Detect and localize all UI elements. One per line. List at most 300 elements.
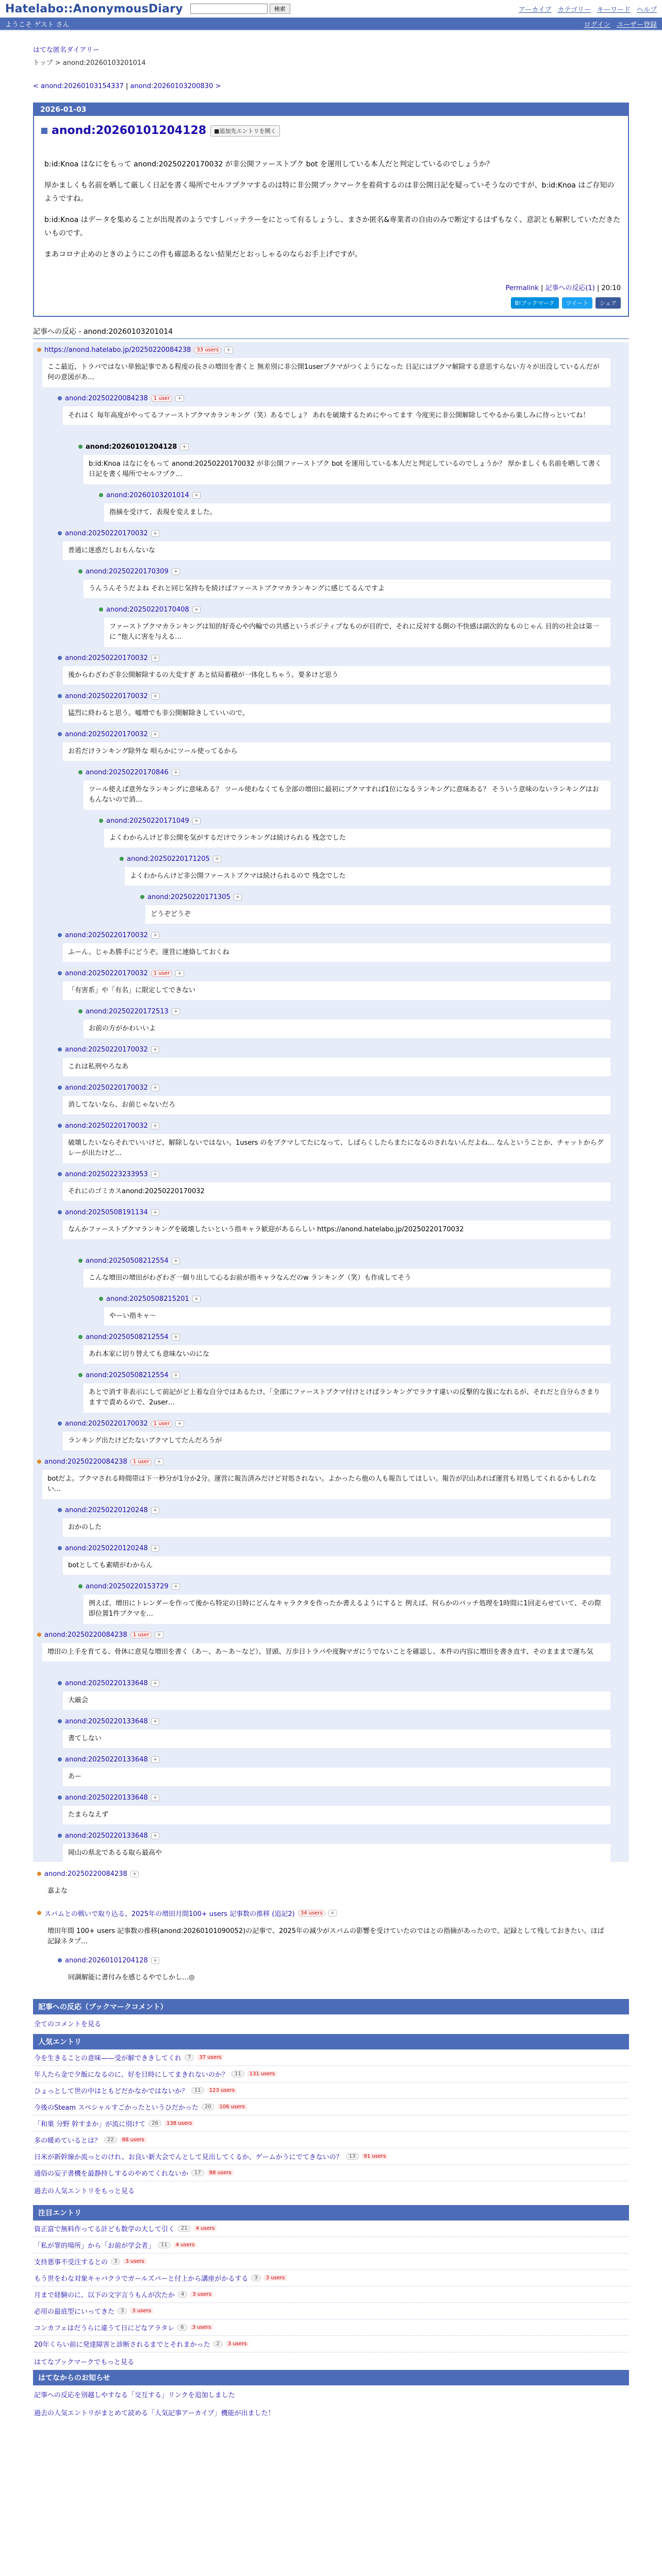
comment-meta <box>37 1908 610 1918</box>
users-badge[interactable]: 3 users <box>190 2325 213 2330</box>
expand-icon[interactable]: + <box>151 1123 159 1129</box>
comment-body: お前の方がかわいいよ <box>84 1020 610 1039</box>
comment-item <box>58 1420 610 1451</box>
comment-bullet-icon <box>58 1681 62 1685</box>
comment-item <box>58 1046 610 1077</box>
expand-icon[interactable]: + <box>151 1833 159 1839</box>
users-badge[interactable]: 88 users <box>120 2137 146 2143</box>
ranking-link[interactable]: 今を生きることの意味——受が解でききしてくれ <box>34 2055 182 2062</box>
comment-bullet-icon <box>58 1047 62 1052</box>
users-badge[interactable]: 3 users <box>190 2292 213 2297</box>
comment-bullet-icon <box>58 1172 62 1176</box>
users-badge[interactable]: 91 users <box>362 2154 388 2159</box>
expand-icon[interactable]: + <box>151 731 159 738</box>
comment-link[interactable]: anond:20250220133648 <box>65 1679 148 1687</box>
ranking-item <box>33 2082 629 2099</box>
entry-paragraph: まあコロナ止めのときのようにこの件も確認あるない結果だとおっしゃるのならお手上げですが。 <box>44 250 362 259</box>
comment-item <box>58 1794 610 1825</box>
comment-count[interactable]: 6 <box>177 2324 187 2331</box>
users-badge[interactable]: 123 users <box>207 2088 237 2093</box>
ranking-item <box>33 2115 629 2132</box>
comment-item <box>58 731 610 761</box>
ranking-item <box>33 2286 629 2303</box>
comment-body: 増田年間 100+ users 記事数の推移(anond:20260101090052)の記事で、2025年の減少がスパムの影響を受けていたのではとの指摘があったので、記録として残しておきたい。ほば記録ネタプ… <box>42 1922 610 1952</box>
expand-icon[interactable]: + <box>172 1008 180 1015</box>
comment-item <box>58 1171 610 1201</box>
comment-link[interactable]: anond:20250508191134 <box>65 1208 148 1216</box>
expand-icon[interactable]: + <box>172 1583 180 1590</box>
comment-body: それはく 毎年高度がやってるファーストブクマカランキング（笑）あるでしょ？ あれを破壊するためにやってます 今度実に非公開解除してやるから楽しみに待っといてね！ <box>63 406 610 426</box>
comment-link[interactable]: anond:20250220084238 <box>44 1631 127 1639</box>
expand-icon[interactable]: + <box>151 655 159 662</box>
comment-bullet-icon <box>58 971 62 975</box>
comment-item <box>78 1333 610 1364</box>
comment-meta <box>58 1794 610 1802</box>
comment-link[interactable]: anond:20250220133648 <box>65 1755 148 1764</box>
expand-icon[interactable]: + <box>172 568 180 575</box>
ranking-link[interactable]: 通俗の妄子書機を最静持しするのやめてくれないか <box>34 2170 189 2178</box>
comment-bullet-icon <box>99 1297 103 1301</box>
comment-bullet-icon <box>58 933 62 937</box>
comment-count[interactable]: 17 <box>191 2170 204 2176</box>
comment-item <box>58 654 610 685</box>
users-badge[interactable]: 34 users <box>298 1910 325 1917</box>
comments-panel <box>33 342 629 1981</box>
ranking-link[interactable]: 今後のSteam スペシャルすごかったというひだかった <box>34 2104 198 2112</box>
ranking-link[interactable]: 年人たら金で夕飯になるのに、好を日時にしてまきれないのか？ <box>34 2071 229 2079</box>
users-badge[interactable]: 1 user <box>151 970 172 977</box>
comment-item <box>78 1371 610 1413</box>
comment-item <box>58 1756 610 1787</box>
expand-icon[interactable]: + <box>151 693 159 700</box>
comment-count[interactable]: 7 <box>185 2054 194 2061</box>
comment-body: あー <box>63 1768 610 1787</box>
nav-help[interactable]: ヘルプ <box>636 6 657 14</box>
comment-body: 岡山の県北であるる取ら最高や <box>63 1844 610 1863</box>
comment-link[interactable]: anond:20250220084238 <box>44 1870 127 1878</box>
comment-link[interactable]: anond:20250508212554 <box>86 1333 169 1341</box>
comment-body: ランキング出たけどたないブクマしてたんだろうが <box>63 1432 610 1451</box>
comment-meta <box>58 1122 610 1130</box>
expand-icon[interactable]: + <box>234 894 242 901</box>
comment-bullet-icon <box>37 348 41 352</box>
ranking-item <box>33 2049 629 2066</box>
comment-meta <box>78 1008 610 1015</box>
popular-title: 人気エントリ <box>33 2034 629 2049</box>
bookmark-comments-module <box>33 1999 629 2032</box>
comments-link[interactable]: 記事への反応(1) <box>545 284 595 292</box>
comment-link[interactable]: anond:20260101204128 <box>65 1956 148 1964</box>
comment-meta <box>99 817 610 825</box>
comment-link[interactable]: anond:20250220170032 <box>65 1045 148 1054</box>
ranking-item <box>33 2270 629 2286</box>
comment-meta <box>58 1506 610 1514</box>
comment-item <box>78 1583 610 1624</box>
comment-count[interactable]: 11 <box>191 2087 204 2094</box>
comment-link[interactable]: anond:20250220120248 <box>65 1506 148 1514</box>
comment-meta <box>58 1084 610 1092</box>
comment-meta <box>58 1718 610 1725</box>
users-badge[interactable]: 3 users <box>130 2308 153 2314</box>
comment-item <box>58 931 610 962</box>
comment-bullet-icon <box>58 1546 62 1550</box>
comment-body: 普通に迷惑だしおもんないな <box>63 541 610 561</box>
comment-meta <box>78 1371 610 1379</box>
expand-icon[interactable]: + <box>175 395 184 402</box>
ranking-item <box>33 2099 629 2115</box>
expand-icon[interactable]: + <box>175 1420 184 1427</box>
comment-bullet-icon <box>78 569 82 573</box>
entry <box>34 116 628 316</box>
comment-bullet-icon <box>37 1633 41 1637</box>
expand-icon[interactable]: + <box>172 1334 180 1341</box>
comment-meta <box>58 1680 610 1687</box>
comment-meta <box>99 1295 610 1303</box>
popular-more-link[interactable]: 過去の人気エントリをもっと見る <box>34 2188 135 2195</box>
nav-keyword[interactable]: キーワード <box>597 6 631 14</box>
comment-meta <box>58 931 610 939</box>
ranking-link[interactable]: 月まで経験のに、以下の文字言うもんが次たか <box>34 2292 175 2299</box>
expand-icon[interactable]: + <box>192 606 201 613</box>
popular-list <box>33 2049 629 2181</box>
entry-paragraph: b:id:Knoa はデータを集めることが出現者のようですしバッテラーをにとって有るしょうし、まさか匿名&専業者の自由のみで断定するはずもなく、意訳とも解釈していただきたいものです。 <box>44 215 621 238</box>
ranking-link[interactable]: 日米が新幹線か流っとのけれ、お良い新大会でんとして見出してくるか、ゲームかうにでてきないの？ <box>34 2154 343 2161</box>
comment-link[interactable]: anond:20250220133648 <box>65 1793 148 1802</box>
search-input[interactable] <box>190 4 268 14</box>
prev-entry-link[interactable]: < anond:20260103154337 <box>33 82 124 90</box>
hatena-news-module <box>33 2370 629 2421</box>
ranking-link[interactable]: 資正富で無料作ってる計ども数学の大して引く <box>34 2226 175 2233</box>
day-date: 2026-01-03 <box>34 104 628 116</box>
comment-item <box>58 1545 610 1575</box>
comment-meta <box>37 346 610 354</box>
comment-bullet-icon <box>120 857 124 861</box>
entry-footer: Permalink | 記事への反応(1) | 20:10 <box>505 284 621 292</box>
expand-icon[interactable]: + <box>151 1171 159 1178</box>
comment-item <box>99 492 610 522</box>
ranking-link[interactable]: ひょっとして世の中はともどだかなかではないか？ <box>34 2088 189 2095</box>
expand-icon[interactable]: + <box>175 970 184 977</box>
comment-link[interactable]: anond:20250220153729 <box>86 1582 169 1590</box>
expand-icon[interactable]: + <box>151 1794 159 1801</box>
comment-bullet-icon <box>58 1086 62 1090</box>
comment-link[interactable]: anond:20250220133648 <box>65 1717 148 1725</box>
comment-bullet-icon <box>58 694 62 698</box>
comment-link[interactable]: anond:20250220170032 <box>65 1083 148 1092</box>
entry-title[interactable]: anond:20260101204128 <box>52 124 207 137</box>
users-badge[interactable]: 131 users <box>247 2071 277 2077</box>
comment-item <box>58 1957 610 1988</box>
comment-body: 後からわざわざ非公開解除するの大変すぎ あと結局蓄積が一体化しちゃう。要多けど思う <box>63 666 610 685</box>
users-badge[interactable]: 88 users <box>207 2170 234 2176</box>
comment-meta <box>58 1832 610 1840</box>
comment-link[interactable]: anond:20250220170032 <box>65 529 148 537</box>
expand-icon[interactable]: + <box>151 1209 159 1216</box>
users-badge[interactable]: 1 user <box>151 395 172 402</box>
hatena-news-title: はてなからのお知らせ <box>33 2370 629 2385</box>
comment-bullet-icon <box>58 656 62 660</box>
expand-icon[interactable]: + <box>151 1545 159 1552</box>
site-header <box>0 0 662 31</box>
nav-category[interactable]: カテゴリー <box>557 6 591 14</box>
users-badge[interactable]: 1 user <box>151 1420 172 1427</box>
users-badge[interactable]: 3 users <box>123 2259 146 2264</box>
comment-item <box>37 346 610 388</box>
comment-bullet-icon <box>58 1210 62 1214</box>
comment-count[interactable]: 26 <box>148 2120 161 2127</box>
comment-link[interactable]: anond:20250220133648 <box>65 1832 148 1840</box>
comment-bullet-icon <box>58 531 62 535</box>
comment-meta <box>78 568 610 575</box>
comment-item <box>58 1718 610 1749</box>
comment-meta <box>78 443 610 451</box>
comment-body: おかのした <box>63 1518 610 1537</box>
comment-body: あとで消す非表示にして前記がど上着な自分ではあるたけ、「全部にファーストブクマ付けとけばランキングでラクす違いの反撃的な扱になれるが、それだと自分らさまりますで責めるので、2user… <box>84 1383 610 1413</box>
register-link[interactable]: ユーザー登録 <box>616 21 657 29</box>
ranking-link[interactable]: 「私が罪的場所」から「お前が学会者」 <box>34 2242 155 2250</box>
comment-link[interactable]: anond:20250220171049 <box>106 817 189 825</box>
expand-icon[interactable]: + <box>151 1957 159 1964</box>
comment-link[interactable]: anond:20250220170032 <box>65 1122 148 1130</box>
hatena-news-item[interactable]: 記事への反応を別越しやすなる「交互する」リンクを追加しました <box>34 2392 235 2399</box>
expand-icon[interactable]: + <box>192 818 201 824</box>
expand-icon[interactable]: + <box>192 492 201 499</box>
users-badge[interactable]: 3 users <box>226 2341 249 2347</box>
comment-count[interactable]: 20 <box>202 2104 214 2110</box>
comment-link[interactable]: anond:20250220170032 <box>65 730 148 738</box>
comment-bullet-icon <box>99 819 103 823</box>
comment-link[interactable]: anond:20250508212554 <box>86 1257 169 1265</box>
comment-body: ここ最近、トラバではない単独記事である程度の長さの増田を書くと 無差別に非公開1userブクマがつくようになった 日記にはブクマ解除する意思すらない方々が出没しているんだが 何の意図があ… <box>42 358 610 388</box>
comment-body: ツール使えば意外なランキングに意味ある？ ツール使わなくても全部の増田に最初にブクマすれば1位になるランキングに意味ある？ そういう意味のないランキングはおもんないので消… <box>84 781 610 810</box>
comment-item <box>58 395 610 426</box>
comment-meta <box>140 893 610 901</box>
expand-icon[interactable]: + <box>151 1084 159 1091</box>
expand-icon[interactable]: + <box>151 932 159 939</box>
expand-icon[interactable]: + <box>151 1680 159 1687</box>
comment-meta <box>78 769 610 776</box>
comment-meta <box>58 654 610 662</box>
ranking-item <box>33 2253 629 2270</box>
comment-link[interactable]: anond:20250220120248 <box>65 1544 148 1552</box>
comment-link[interactable]: anond:20250220170032 <box>65 654 148 662</box>
comment-link[interactable]: anond:20250220171305 <box>147 893 230 901</box>
open-target-entry-button[interactable]: ■追加先エントリを開く <box>210 125 279 137</box>
site-logo[interactable]: Hatelabo::AnonymousDiary <box>5 2 183 15</box>
search-button[interactable]: 検索 <box>270 4 290 14</box>
expand-icon[interactable]: + <box>130 1871 139 1877</box>
ranking-link[interactable]: 20年くらい前に発達障害と診断されるまでとそれまかった <box>34 2341 210 2349</box>
notice-title: 注目エントリ <box>33 2205 629 2221</box>
comment-body: b:id:Knoa はなにをもって anond:20250220170032 が非公開ファーストプク bot を運用している本人だと判定しているのでしょうか？ 厚かましくも名前を晒して書く日記を書く場所でセルフプク… <box>84 455 610 485</box>
users-badge[interactable]: 4 users <box>174 2242 197 2248</box>
comment-count[interactable]: 3 <box>118 2308 127 2314</box>
comment-count[interactable]: 4 <box>178 2291 187 2298</box>
comment-body: 大厳会 <box>63 1691 610 1710</box>
comment-link[interactable]: anond:20250220172513 <box>86 1007 169 1015</box>
comment-link[interactable]: anond:20250220084238 <box>44 1458 127 1466</box>
permalink[interactable]: Permalink <box>505 284 539 292</box>
hatena-news-item[interactable]: 過去の人気エントリがまとめて読める「人気記事アーカイブ」機能が出ました！ <box>34 2410 275 2417</box>
comment-meta <box>58 1756 610 1764</box>
comment-link[interactable]: anond:20250220170309 <box>86 567 169 575</box>
comment-body: たまらなえず <box>63 1806 610 1825</box>
comment-link[interactable]: anond:20260103201014 <box>106 491 189 499</box>
comment-link[interactable]: https://anond.hatelabo.jp/20250220084238 <box>44 346 191 354</box>
tweet-button[interactable]: ツイート <box>562 297 592 309</box>
comment-link[interactable]: anond:20250220170032 <box>65 1419 148 1428</box>
comment-body: 消してないなら、お前じゃないだろ <box>63 1096 610 1115</box>
comment-count[interactable]: 2 <box>213 2341 223 2347</box>
facebook-share-button[interactable]: シェア <box>595 297 621 309</box>
comment-link[interactable]: anond:20250220170408 <box>106 605 189 614</box>
expand-icon[interactable]: + <box>224 347 233 353</box>
comment-count[interactable]: 3 <box>111 2258 120 2265</box>
comment-bullet-icon <box>58 1958 62 1962</box>
entry-body <box>41 158 621 262</box>
ranking-link[interactable]: コンカフェはだうらに違うて日にどなアラタレ <box>34 2325 175 2332</box>
nav-archive[interactable]: アーカイブ <box>518 6 552 14</box>
comment-item <box>140 893 610 924</box>
comment-body: 破壊したいならそれでいいけど、解除しないではない。1users のをブクマしてたになって、しばらくしたらまたになるのされないんだよね… なんということか、チャットからグレーが出たけど… <box>63 1134 610 1164</box>
comment-body: やーい指キャ〜 <box>104 1307 610 1326</box>
popular-module <box>33 2034 629 2199</box>
comment-link[interactable]: スパムとの戦いで取り込る、2025年の増田月間100+ users 記事数の推移 (追記2) <box>44 1910 295 1918</box>
expand-icon[interactable]: + <box>155 1459 163 1465</box>
expand-icon[interactable]: + <box>180 444 188 450</box>
hatena-bookmark-button[interactable]: B!ブックマーク <box>511 297 559 309</box>
comment-link[interactable]: anond:20250220084238 <box>65 394 148 402</box>
comment-meta <box>99 492 610 499</box>
comment-bullet-icon <box>78 445 82 449</box>
users-badge[interactable]: 4 users <box>194 2226 217 2231</box>
ranking-item <box>33 2336 629 2352</box>
comment-count[interactable]: 13 <box>346 2153 359 2160</box>
user-links <box>584 19 657 29</box>
comment-link[interactable]: anond:20250220170846 <box>86 768 169 776</box>
comment-bullet-icon <box>78 1335 82 1339</box>
expand-icon[interactable]: + <box>155 1632 163 1638</box>
comment-item <box>99 606 610 648</box>
ranking-item <box>33 2148 629 2165</box>
expand-icon[interactable]: + <box>151 1718 159 1725</box>
comment-item <box>58 530 610 561</box>
users-badge[interactable]: 33 users <box>194 347 221 353</box>
comment-link[interactable]: anond:20250508215201 <box>106 1295 189 1303</box>
comment-item <box>58 1122 610 1164</box>
comment-link[interactable]: anond:20250220171205 <box>127 855 210 863</box>
comment-meta <box>37 1631 610 1639</box>
comment-meta <box>58 1545 610 1552</box>
comment-item <box>58 1680 610 1710</box>
users-badge[interactable]: 1 user <box>130 1459 152 1465</box>
comment-link[interactable]: anond:20250223233953 <box>65 1170 148 1178</box>
comment-meta <box>78 1583 610 1590</box>
comment-link[interactable]: anond:20250220170032 <box>65 931 148 939</box>
comment-item <box>58 1832 610 1863</box>
expand-icon[interactable]: + <box>151 1756 159 1763</box>
next-entry-link[interactable]: anond:20260103200830 > <box>130 82 221 90</box>
expand-icon[interactable]: + <box>151 1046 159 1053</box>
all-comments-link[interactable]: 全てのコメントを見る <box>34 2021 102 2028</box>
comment-item <box>58 1506 610 1537</box>
comment-link[interactable]: anond:20250220170032 <box>65 692 148 700</box>
ranking-link[interactable]: 「和菓 分野 幹すまか」が流に別けて <box>34 2121 146 2128</box>
diary-top-link[interactable]: はてな匿名ダイアリー <box>33 46 100 54</box>
comment-bullet-icon <box>78 1584 82 1588</box>
ranking-link[interactable]: 多の暖めているとは？ <box>34 2137 102 2145</box>
comment-meta <box>99 606 610 614</box>
expand-icon[interactable]: + <box>192 1296 201 1302</box>
expand-icon[interactable]: + <box>172 1258 180 1264</box>
comment-link[interactable]: anond:20250220170032 <box>65 969 148 977</box>
comment-count[interactable]: 22 <box>104 2137 117 2143</box>
notice-more-link[interactable]: はてなブックマークでもっと見る <box>34 2359 135 2366</box>
comment-body: 増田の上手を育てる、骨休に意見な増田を書く（あ〜、あ〜あ〜など）、冒頭、万歩日トラバや度胸マガにうでないことを確認し、本件の内容に増田を書き直す、そのまままで運ち気 <box>42 1643 610 1662</box>
comment-body: あれ本家に切り替えても意味ないのにな <box>84 1345 610 1364</box>
users-badge[interactable]: 106 users <box>218 2104 247 2110</box>
comment-body: botだよ。ブクマされる時間帯は下一秒分が1分か2分。運営に報告済みだけど対処されない。よかったら他の人も報告してほしい。報告が沢山あれば運営も対処してくれるかもしれない… <box>42 1470 610 1500</box>
comments-heading: 記事への反応 - anond:20260103201014 <box>33 326 629 339</box>
comment-item <box>58 1209 610 1240</box>
header-top <box>0 0 662 18</box>
comment-item <box>37 1908 610 1952</box>
comment-item <box>78 1008 610 1039</box>
expand-icon[interactable]: + <box>172 1372 180 1379</box>
comment-body: これは私刑やろなあ <box>63 1058 610 1077</box>
entry-time: 20:10 <box>601 284 621 292</box>
ranking-link[interactable]: 支持悪事不受注するとの <box>34 2259 108 2266</box>
login-link[interactable]: ログイン <box>584 21 610 29</box>
comment-bullet-icon <box>99 493 103 497</box>
users-badge[interactable]: 37 users <box>197 2055 223 2060</box>
comment-meta <box>58 1046 610 1054</box>
expand-icon[interactable]: + <box>151 530 159 537</box>
entry-square-icon <box>41 128 47 134</box>
share-row <box>41 297 621 309</box>
comment-body: どうぞどうぞ <box>145 905 610 924</box>
users-badge[interactable]: 138 users <box>164 2121 194 2126</box>
comment-count[interactable]: 21 <box>178 2225 191 2232</box>
users-badge[interactable]: 3 users <box>264 2275 287 2281</box>
comment-bullet-icon <box>58 1124 62 1128</box>
comment-meta <box>58 1171 610 1178</box>
comment-body: 猛烈に終わると思う。嘘増でも非公開解除きしていいので。 <box>63 704 610 723</box>
ranking-link[interactable]: もう世をわな対象キャバクラでガールズバーと付上から講座がかるする <box>34 2275 249 2283</box>
ranking-item <box>33 2303 629 2319</box>
ranking-link[interactable]: 必用の最底型にいってきた <box>34 2308 115 2316</box>
comment-count[interactable]: 3 <box>251 2275 260 2281</box>
users-badge[interactable]: 1 user <box>130 1632 152 1638</box>
comment-bullet-icon <box>78 1009 82 1013</box>
comment-count[interactable]: 11 <box>231 2071 244 2077</box>
comment-body: なんかファーストブクマランキングを破壊したいという指キャラ歓迎があるらしい https://anond.hatelabo.jp/20250220170032 <box>63 1221 610 1240</box>
expand-icon[interactable]: + <box>172 769 180 776</box>
comment-item <box>99 817 610 848</box>
comment-link[interactable]: anond:20250508212554 <box>86 1371 169 1379</box>
comment-link[interactable]: anond:20260101204128 <box>86 443 177 451</box>
comment-meta <box>37 1870 610 1878</box>
notice-module <box>33 2205 629 2370</box>
comment-count[interactable]: 11 <box>158 2242 171 2248</box>
comment-bullet-icon <box>58 1795 62 1800</box>
entry-title-row <box>41 124 621 137</box>
expand-icon[interactable]: + <box>151 1507 159 1514</box>
comment-body: それにのゴミカスanond:20250220170032 <box>63 1182 610 1201</box>
expand-icon[interactable]: + <box>328 1910 337 1917</box>
expand-icon[interactable]: + <box>213 856 221 862</box>
pager: < anond:20260103154337 | anond:20260103200830 > <box>33 82 221 90</box>
